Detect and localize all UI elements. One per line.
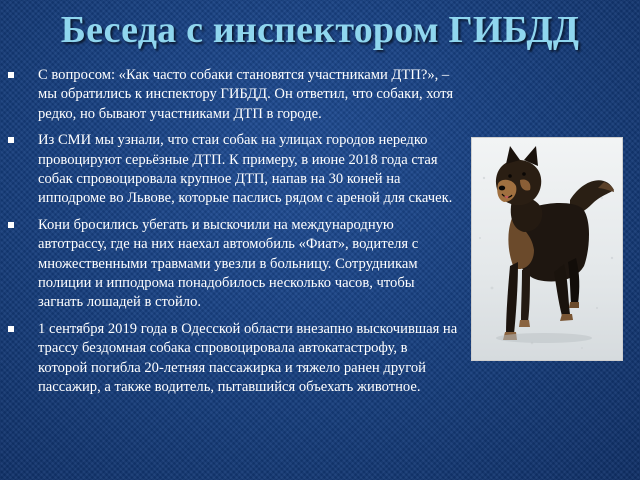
bullet-marker bbox=[8, 326, 14, 332]
bullet-item bbox=[38, 66, 458, 124]
bullet-text: Кони бросились убегать и выскочили на международную автотрассу, где на них наехал автомобиль «Фиат», водителя с множественными травмами увезли в больницу. Сотрудникам полиции и ипподрома понадобилось несколько часов, чтобы загнать лошадей в стойло. bbox=[38, 216, 419, 311]
bullet-item bbox=[38, 216, 458, 313]
slide-title: Беседа с инспектором ГИБДД bbox=[60, 9, 580, 51]
bullet-text: С вопросом: «Как часто собаки становятся участниками ДТП?», – мы обратились к инспектору ГИБДД. Он ответил, что собаки, хотя редко, но бывают участниками ДТП в городе. bbox=[38, 67, 454, 122]
bullet-item bbox=[38, 131, 458, 209]
bullet-marker bbox=[8, 72, 14, 78]
dog-illustration bbox=[472, 138, 622, 360]
bullet-marker bbox=[8, 137, 14, 143]
bullet-text: 1 сентября 2019 года в Одесской области внезапно выскочившая на трассу бездомная собака спровоцировала автокатастрофу, в которой погибла 20-летняя пассажирка и тяжело ранен другой пассажир, а также водитель, пытавшийся объехать животное. bbox=[38, 320, 458, 396]
dog-photo bbox=[471, 137, 623, 361]
bullet-item bbox=[38, 320, 458, 398]
bullet-marker bbox=[8, 222, 14, 228]
bullet-list bbox=[38, 66, 458, 405]
bullet-text: Из СМИ мы узнали, что стаи собак на улицах городов нередко провоцируют серьёзные ДТП. К примеру, в июне 2018 года стая собак спровоцировала крупное ДТП, напав на 30 коней на ипподроме во Львове, которые паслись рядом с ареной для скачек. bbox=[38, 132, 453, 207]
